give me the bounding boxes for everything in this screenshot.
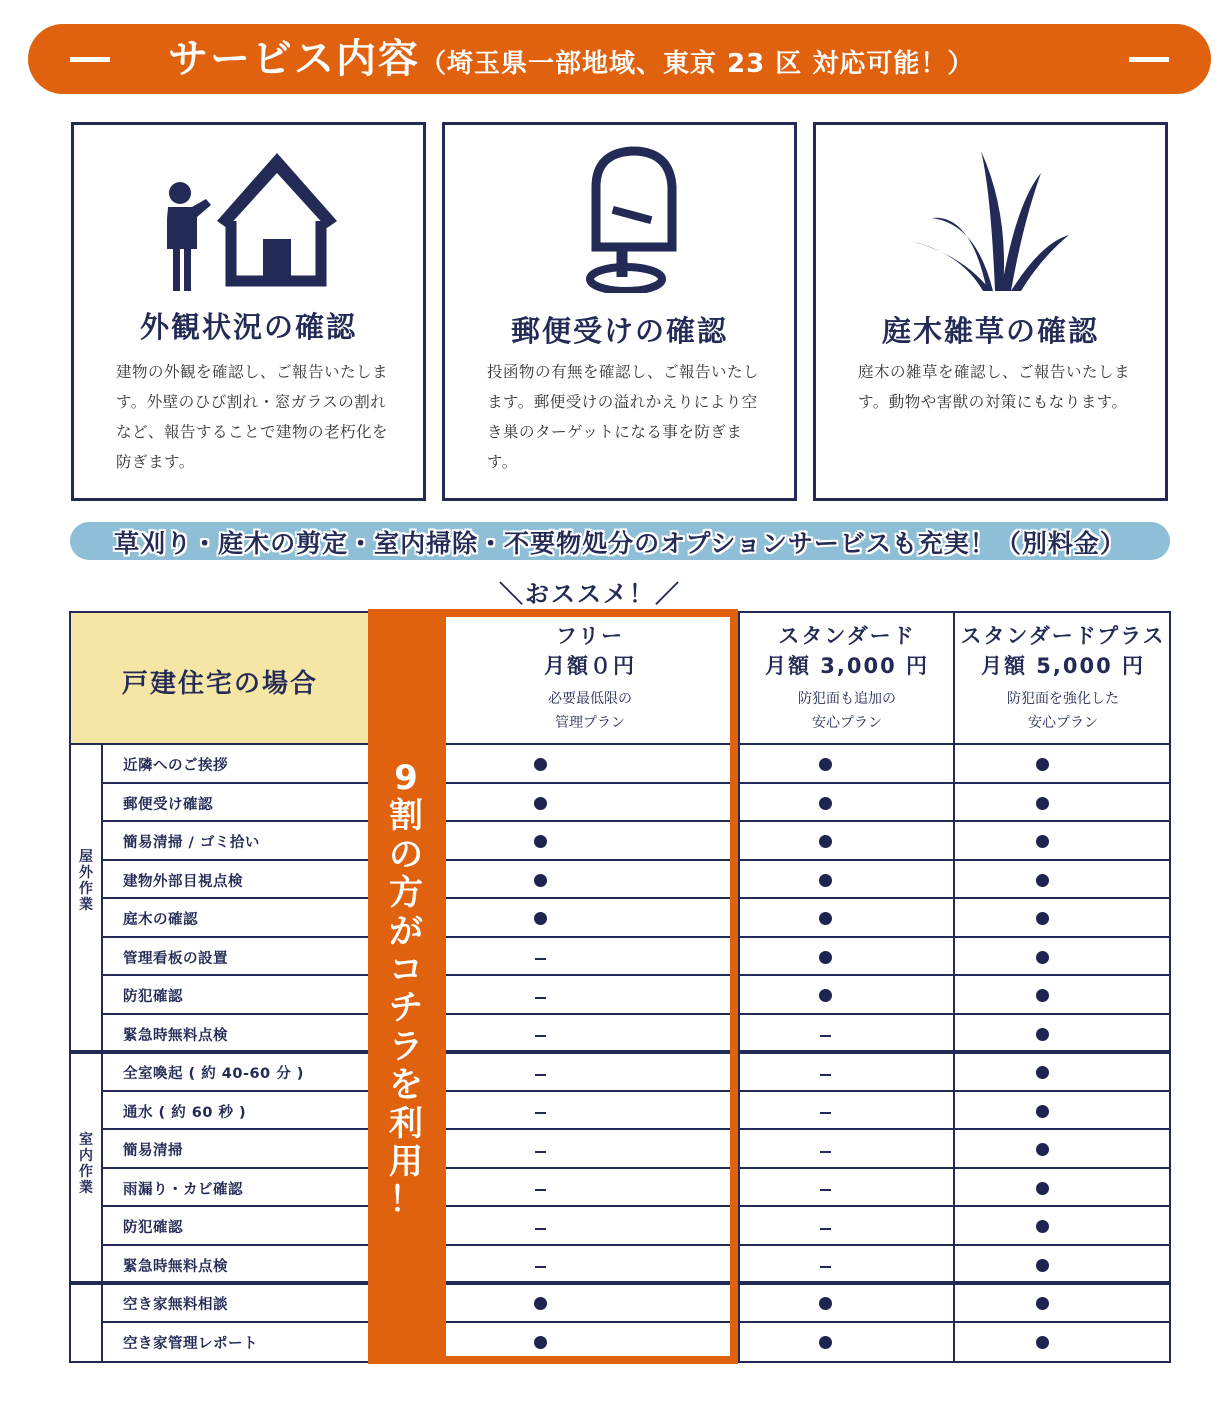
card-title: 庭木雑草の確認 [881, 314, 1099, 348]
option-service-strip [70, 522, 1170, 560]
card-title: 外観状況の確認 [139, 310, 357, 344]
plan-name: スタンダードプラス [960, 624, 1166, 648]
included-dot-icon [1022, 1064, 1062, 1083]
row-label: 空き家無料相談 [123, 1297, 228, 1313]
house-person-icon [74, 143, 423, 293]
not-included-dash-icon [805, 1103, 845, 1122]
option-service-text: 草刈り・庭木の剪定・室内掃除・不要物処分のオプションサービスも充実！（別料金） [114, 529, 1126, 558]
included-dot-icon [1022, 1218, 1062, 1237]
plan-header-standard [740, 613, 954, 744]
card-description: 庭木の雑草を確認し、ご報告いたします。動物や害獣の対策にもなります。 [858, 363, 1131, 411]
row-label: 管理看板の設置 [123, 950, 228, 967]
mailbox-icon [445, 143, 794, 293]
included-dot-icon [1022, 910, 1062, 929]
not-included-dash-icon [805, 1064, 845, 1083]
plan-price: 月額０円 [544, 654, 636, 678]
plan-desc-2: 管理プラン [555, 715, 625, 731]
header-banner [28, 24, 1211, 94]
not-included-dash-icon [805, 1218, 845, 1237]
included-dot-icon [1022, 1141, 1062, 1160]
included-dot-icon [805, 949, 845, 968]
row-label: 雨漏り・カビ確認 [123, 1181, 243, 1198]
plan-desc-1: 防犯面を強化した [1007, 691, 1119, 707]
included-dot-icon [1022, 756, 1062, 775]
highlight-column [368, 609, 444, 1364]
column-divider [953, 613, 955, 1361]
card-description: 建物の外観を確認し、ご報告いたします。外壁のひび割れ・窓ガラスの割れなど、報告することで建物の老朽化を防ぎます。 [116, 363, 389, 471]
included-dot-icon [1022, 1257, 1062, 1276]
row-label: 防犯確認 [123, 989, 183, 1005]
included-dot-icon [1022, 795, 1062, 814]
not-included-dash-icon [805, 1180, 845, 1199]
row-label: 庭木の確認 [123, 912, 198, 928]
plan-price: 月額 5,000 円 [980, 654, 1146, 678]
banner-dash-left [70, 57, 110, 62]
banner-title [168, 34, 974, 89]
not-included-dash-icon [805, 1257, 845, 1276]
included-dot-icon [1022, 1026, 1062, 1045]
banner-title-main: サービス内容 [168, 36, 420, 82]
service-card-garden [813, 122, 1168, 501]
included-dot-icon [805, 1334, 845, 1353]
included-dot-icon [1022, 1295, 1062, 1314]
included-dot-icon [1022, 833, 1062, 852]
card-description: 投函物の有無を確認し、ご報告いたします。郵便受けの溢れかえりにより空き巣のターゲットになる事を防ぎます。 [487, 363, 760, 471]
not-included-dash-icon [805, 1026, 845, 1045]
group-label-outdoor: 屋 外 作 業 [79, 849, 93, 913]
not-included-dash-icon [805, 1141, 845, 1160]
included-dot-icon [1022, 1180, 1062, 1199]
row-label: 建物外部目視点検 [123, 873, 243, 890]
recommended-plan-frame [440, 609, 738, 1364]
row-label: 簡易清掃 / ゴミ拾い [123, 835, 260, 851]
included-dot-icon [1022, 1334, 1062, 1353]
grass-icon [816, 143, 1165, 293]
included-dot-icon [1022, 987, 1062, 1006]
included-dot-icon [805, 987, 845, 1006]
row-label: 簡易清掃 [123, 1143, 183, 1159]
included-dot-icon [805, 795, 845, 814]
included-dot-icon [805, 1295, 845, 1314]
row-label: 近隣へのご挨拶 [123, 758, 228, 774]
row-label: 郵便受け確認 [123, 796, 213, 813]
row-label: 緊急時無料点検 [123, 1027, 228, 1044]
plan-desc-2: 安心プラン [812, 715, 882, 731]
table-corner-label: 戸建住宅の場合 [121, 669, 318, 699]
included-dot-icon [805, 756, 845, 775]
recommend-label: ＼おススメ！／ [499, 580, 681, 608]
highlight-text: 9 割 の 方 が コ チ ラ を 利 用 ！ [389, 758, 423, 1221]
card-title: 郵便受けの確認 [510, 314, 728, 348]
group-label-indoor: 室 内 作 業 [79, 1132, 93, 1196]
row-label: 空き家管理レポート [123, 1335, 258, 1352]
included-dot-icon [1022, 1103, 1062, 1122]
row-label: 緊急時無料点検 [123, 1258, 228, 1275]
plan-name: スタンダード [778, 624, 916, 648]
included-dot-icon [805, 910, 845, 929]
column-divider [738, 613, 740, 1361]
plan-header-standard-plus [955, 613, 1171, 744]
banner-dash-right [1129, 57, 1169, 62]
table-corner [71, 613, 371, 744]
plan-price: 月額 3,000 円 [764, 654, 930, 678]
service-card-mailbox [442, 122, 797, 501]
included-dot-icon [1022, 949, 1062, 968]
plan-desc-1: 必要最低限の [548, 691, 632, 707]
plan-desc-1: 防犯面も追加の [798, 691, 896, 707]
included-dot-icon [1022, 872, 1062, 891]
row-label: 全室喚起 ( 約 40-60 分 ) [123, 1066, 304, 1082]
plan-desc-2: 安心プラン [1028, 715, 1098, 731]
included-dot-icon [805, 872, 845, 891]
row-label: 防犯確認 [123, 1220, 183, 1236]
plan-name: フリー [555, 624, 625, 648]
included-dot-icon [805, 833, 845, 852]
banner-subtitle: （埼玉県一部地域、東京 23 区 対応可能！） [420, 49, 975, 79]
service-card-exterior [71, 122, 426, 501]
row-label: 通水 ( 約 60 秒 ) [123, 1104, 247, 1121]
